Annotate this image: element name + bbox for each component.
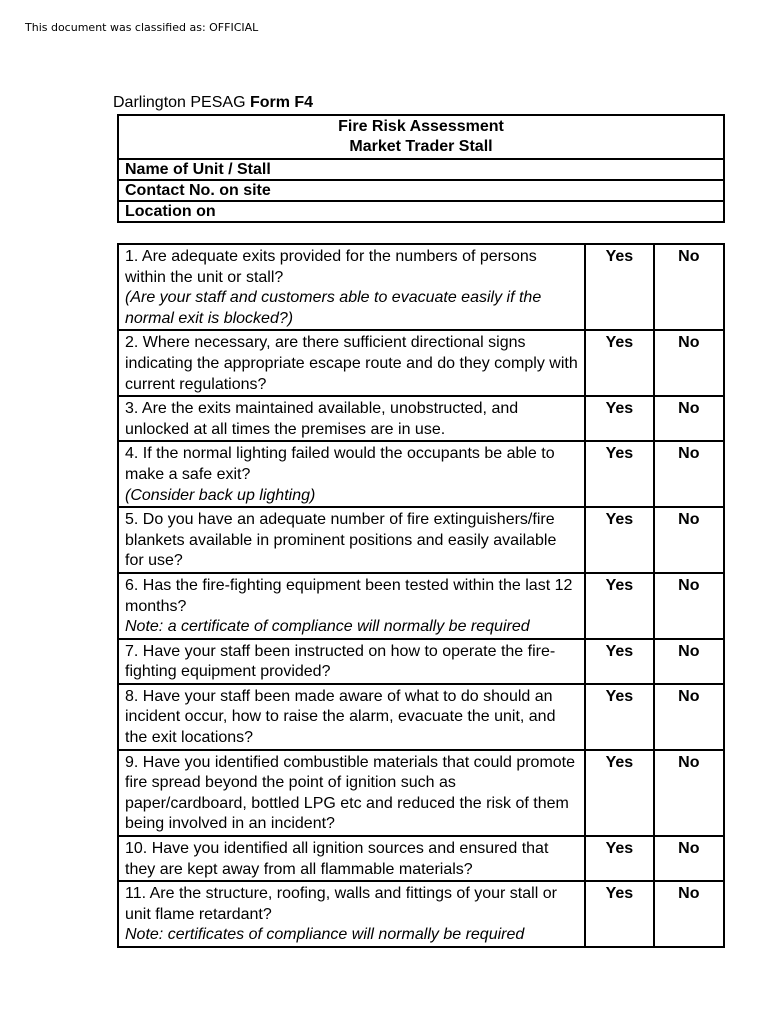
question-note: Note: certificates of compliance will normally be required	[125, 926, 525, 944]
assessment-title: Fire Risk Assessment	[338, 118, 504, 135]
question-cell	[118, 330, 585, 396]
question-cell	[118, 684, 585, 750]
question-text: 6. Has the fire-fighting equipment been tested within the last 12 months?	[125, 576, 573, 615]
form-title-prefix: Darlington PESAG	[113, 94, 250, 111]
questions-body	[118, 244, 724, 947]
form-title	[113, 94, 313, 112]
question-text: 1. Are adequate exits provided for the numbers of persons within the unit or stall?	[125, 248, 537, 286]
classification-label: This document was classified as: OFFICIAL	[25, 21, 259, 34]
no-option[interactable]: No	[654, 881, 724, 947]
question-cell	[118, 836, 585, 881]
no-option[interactable]: No	[654, 836, 724, 881]
field-contact-number[interactable]: Contact No. on site	[118, 180, 724, 201]
question-row	[118, 750, 724, 836]
form-number: Form F4	[249, 94, 314, 111]
field-unit-name[interactable]: Name of Unit / Stall	[118, 159, 724, 180]
questions-table	[117, 243, 725, 948]
question-row	[118, 396, 724, 441]
question-note: (Are your staff and customers able to evacuate easily if the normal exit is blocked?)	[125, 289, 542, 327]
question-text: 11. Are the structure, roofing, walls and fittings of your stall or unit flame retardant?	[125, 885, 557, 923]
no-option[interactable]: No	[654, 507, 724, 573]
question-text: 9. Have you identified combustible materials that could promote fire spread beyond the point of ignition such as paper/cardboard, bottled LPG etc and reduced the risk of them being involved in an incident?	[125, 753, 576, 833]
question-row	[118, 639, 724, 684]
question-note: (Consider back up lighting)	[125, 486, 316, 504]
yes-option[interactable]: Yes	[585, 684, 653, 750]
field-row-unit	[118, 159, 724, 180]
question-note: Note: a certificate of compliance will normally be required	[125, 618, 530, 636]
yes-option[interactable]: Yes	[585, 750, 653, 836]
question-row	[118, 244, 724, 330]
field-row-location	[118, 201, 724, 222]
question-text: 2. Where necessary, are there sufficient directional signs indicating the appropriate escape route and do they comply with current regulations?	[125, 334, 578, 393]
yes-option[interactable]: Yes	[585, 441, 653, 507]
question-text: 5. Do you have an adequate number of fire extinguishers/fire blankets available in prominent positions and easily available for use?	[125, 511, 557, 570]
header-title-cell	[118, 115, 724, 159]
question-row	[118, 684, 724, 750]
question-text: 3. Are the exits maintained available, unobstructed, and unlocked at all times the premises are in use.	[125, 400, 519, 438]
question-cell	[118, 881, 585, 947]
no-option[interactable]: No	[654, 244, 724, 330]
question-row	[118, 573, 724, 639]
no-option[interactable]: No	[654, 684, 724, 750]
question-cell	[118, 639, 585, 684]
no-option[interactable]: No	[654, 441, 724, 507]
yes-option[interactable]: Yes	[585, 396, 653, 441]
yes-option[interactable]: Yes	[585, 639, 653, 684]
no-option[interactable]: No	[654, 396, 724, 441]
question-cell	[118, 573, 585, 639]
yes-option[interactable]: Yes	[585, 573, 653, 639]
question-row	[118, 881, 724, 947]
question-cell	[118, 396, 585, 441]
question-text: 7. Have your staff been instructed on how to operate the fire-fighting equipment provided?	[125, 642, 556, 681]
yes-option[interactable]: Yes	[585, 836, 653, 881]
question-cell	[118, 441, 585, 507]
yes-option[interactable]: Yes	[585, 507, 653, 573]
assessment-subtitle: Market Trader Stall	[349, 138, 493, 155]
yes-option[interactable]: Yes	[585, 330, 653, 396]
field-location[interactable]: Location on	[118, 201, 724, 222]
question-text: 8. Have your staff been made aware of what to do should an incident occur, how to raise the alarm, evacuate the unit, and the exit locations?	[125, 687, 556, 747]
question-text: 4. If the normal lighting failed would the occupants be able to make a safe exit?	[125, 445, 555, 483]
field-row-contact	[118, 180, 724, 201]
header-table	[117, 114, 725, 223]
question-row	[118, 507, 724, 573]
no-option[interactable]: No	[654, 573, 724, 639]
question-cell	[118, 507, 585, 573]
no-option[interactable]: No	[654, 750, 724, 836]
no-option[interactable]: No	[654, 639, 724, 684]
question-row	[118, 441, 724, 507]
no-option[interactable]: No	[654, 330, 724, 396]
question-row	[118, 836, 724, 881]
question-row	[118, 330, 724, 396]
question-text: 10. Have you identified all ignition sources and ensured that they are kept away from all flammable materials?	[125, 840, 549, 878]
yes-option[interactable]: Yes	[585, 881, 653, 947]
header-title-row	[118, 115, 724, 159]
yes-option[interactable]: Yes	[585, 244, 653, 330]
question-cell	[118, 750, 585, 836]
question-cell	[118, 244, 585, 330]
